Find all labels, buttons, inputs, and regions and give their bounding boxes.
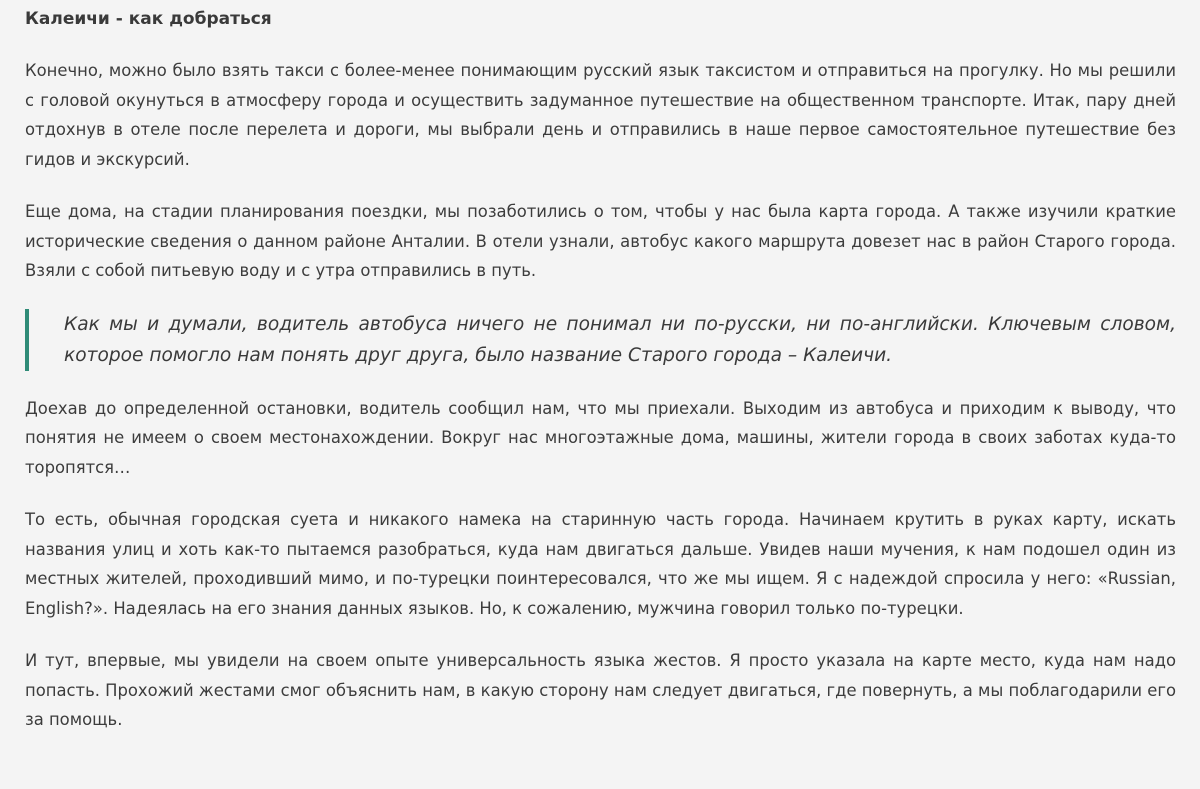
blockquote-bus-driver: Как мы и думали, водитель автобуса ничего не понимал ни по-русски, ни по-английски. Ключевым словом, которое помогло нам понять друг друга, было название Старого города – Калеичи. (25, 309, 1176, 371)
paragraph-city-bustle: То есть, обычная городская суета и никакого намека на старинную часть города. Начинаем крутить в руках карту, искать названия улиц и хоть как-то пытаемся разобраться, куда нам двигаться дальше. Увидев наши мучения, к нам подошел один из местных жителей, проходивший мимо, и по-турецки поинтересовался, что же мы ищем. Я с надеждой спросила у него: «Russian, English?». Надеялась на его знания данных языков. Но, к сожалению, мужчина говорил только по-турецки. (25, 510, 1176, 618)
paragraph-taxi: Конечно, можно было взять такси с более-менее понимающим русский язык таксистом и отправиться на прогулку. Но мы решили с головой окунуться в атмосферу города и осуществить задуманное путешествие на общественном транспорте. Итак, пару дней отдохнув в отеле после перелета и дороги, мы выбрали день и отправились в наше первое самостоятельное путешествие без гидов и экскурсий. (25, 61, 1176, 169)
article-heading: Калеичи - как добраться (25, 9, 272, 29)
paragraph-gestures: И тут, впервые, мы увидели на своем опыте универсальность языка жестов. Я просто указала на карте место, куда нам надо попасть. Прохожий жестами смог объяснить нам, в какую сторону нам следует двигаться, где повернуть, а мы поблагодарили его за помощь. (25, 651, 1176, 729)
paragraph-planning: Еще дома, на стадии планирования поездки, мы позаботились о том, чтобы у нас была карта города. А также изучили краткие исторические сведения о данном районе Анталии. В отели узнали, автобус какого маршрута довезет нас в район Старого города. Взяли с собой питьевую воду и с утра отправились в путь. (25, 202, 1176, 280)
paragraph-arrival: Доехав до определенной остановки, водитель сообщил нам, что мы приехали. Выходим из автобуса и приходим к выводу, что понятия не имеем о своем местонахождении. Вокруг нас многоэтажные дома, машины, жители города в своих заботах куда-то торопятся… (25, 398, 1176, 477)
